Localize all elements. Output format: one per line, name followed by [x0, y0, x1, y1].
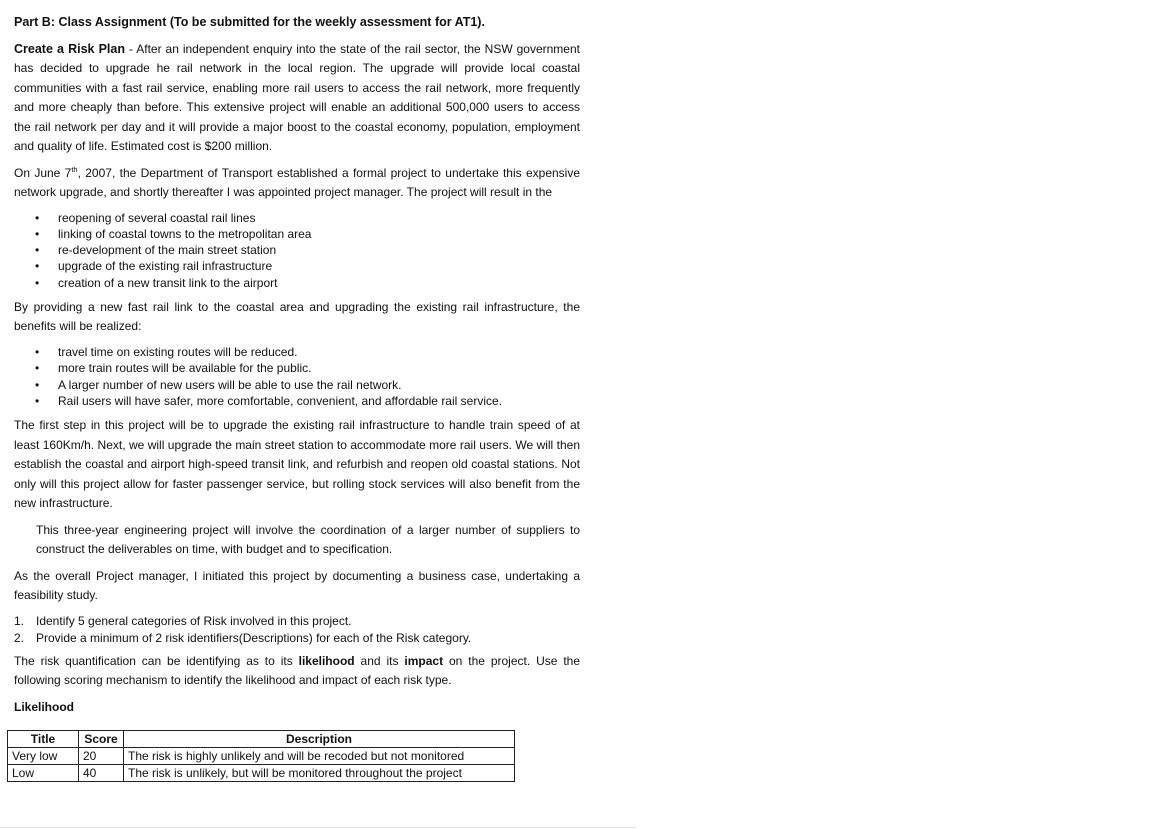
date-ordinal-suffix: th: [71, 164, 78, 174]
intro-text: After an independent enquiry into the state of the rail sector, the NSW government has decided to upgrade he rail network in the local region. The upgrade will provide local coastal communities with a fast rail service, enabling more rail users to access the rail network, more frequently and more cheaply than before. This extensive project will enable an additional 500,000 users to access the rail network per day and it will provide a major boost to the coastal economy, population, employment and quality of life. Estimated cost is $200 million.: [14, 41, 580, 153]
bullet-icon: •: [35, 226, 40, 241]
results-list: [14, 210, 580, 291]
steps-paragraph: The first step in this project will be to upgrade the existing rail infrastructure to handle train speed of at least 160Km/h. Next, we will upgrade the main street station to accommodate more rail users. We will then establish the coastal and airport high-speed transit link, and refurbish and reopen old coastal stations. Not only will this project allow for faster passenger service, but rolling stock services will also benefit from the new infrastructure.: [14, 418, 580, 511]
list-item: 1. Identify 5 general categories of Risk involved in this project.: [14, 613, 580, 631]
list-item: • more train routes will be available for the public.: [35, 361, 312, 376]
list-item: • A larger number of new users will be able to use the rail network.: [35, 377, 402, 392]
column-header-score: Score: [79, 731, 124, 748]
likelihood-section-title: Likelihood: [14, 699, 74, 714]
column-header-description: Description: [124, 731, 515, 748]
list-item: • upgrade of the existing rail infrastructure: [35, 259, 273, 274]
table-row: [8, 748, 515, 765]
intro-paragraph: [14, 40, 580, 157]
table-row: [8, 765, 515, 782]
cell-title: Low: [8, 765, 79, 782]
questions-list: [14, 613, 580, 648]
benefits-list: [14, 344, 580, 409]
quantification-paragraph: The risk quantification can be identifying as to its likelihood and its impact on the project. Use the following scoring mechanism to identify the likelihood and impact of each risk type.: [14, 653, 581, 688]
intro-separator: -: [124, 41, 137, 56]
page-bottom-divider: [0, 827, 636, 828]
cell-description: The risk is highly unlikely and will be recoded but not monitored: [124, 748, 515, 765]
table-header-row: [8, 731, 515, 748]
bullet-icon: •: [35, 377, 40, 392]
bullet-icon: •: [35, 344, 40, 359]
likelihood-term: likelihood: [298, 653, 355, 668]
list-item: • travel time on existing routes will be reduced.: [35, 344, 298, 359]
list-item: 2. Provide a minimum of 2 risk identifiers(Descriptions) for each of the Risk category.: [14, 630, 580, 648]
cell-score: 20: [79, 748, 124, 765]
cell-title: Very low: [8, 748, 79, 765]
document-page: [14, 10, 580, 717]
impact-term: impact: [404, 653, 444, 668]
list-item: • creation of a new transit link to the airport: [35, 275, 278, 290]
bullet-icon: •: [35, 259, 40, 274]
bullet-icon: •: [35, 275, 40, 290]
bullet-icon: •: [35, 393, 40, 408]
bullet-icon: •: [35, 243, 40, 258]
list-item: • linking of coastal towns to the metropolitan area: [35, 226, 312, 241]
cell-description: The risk is unlikely, but will be monitored throughout the project: [124, 765, 515, 782]
column-header-title: Title: [8, 731, 79, 748]
benefits-intro: By providing a new fast rail link to the coastal area and upgrading the existing rail infrastructure, the benefits will be realized:: [14, 299, 580, 334]
project-date-prefix: On June 7: [14, 165, 72, 180]
list-item: • reopening of several coastal rail lines: [35, 210, 256, 225]
question-number: 2.: [14, 631, 25, 646]
project-paragraph: [14, 164, 580, 203]
question-number: 1.: [14, 613, 25, 628]
intro-lead: Create a Risk Plan: [14, 41, 125, 56]
manager-paragraph: As the overall Project manager, I initiated this project by documenting a business case, undertaking a feasibility study.: [14, 568, 580, 603]
cell-score: 40: [79, 765, 124, 782]
likelihood-table: [7, 730, 515, 782]
bullet-icon: •: [35, 361, 40, 376]
assignment-heading: Part B: Class Assignment (To be submitted for the weekly assessment for AT1).: [14, 15, 485, 29]
list-item: • re-development of the main street station: [35, 243, 277, 258]
bullet-icon: •: [35, 210, 40, 225]
project-text: , 2007, the Department of Transport established a formal project to undertake this expensive network upgrade, and shortly thereafter I was appointed project manager. The project will result in the: [14, 165, 581, 199]
list-item: • Rail users will have safer, more comfortable, convenient, and affordable rail service.: [35, 393, 502, 408]
coordination-paragraph: This three-year engineering project will involve the coordination of a larger number of suppliers to construct the deliverables on time, with budget and to specification.: [36, 522, 580, 557]
